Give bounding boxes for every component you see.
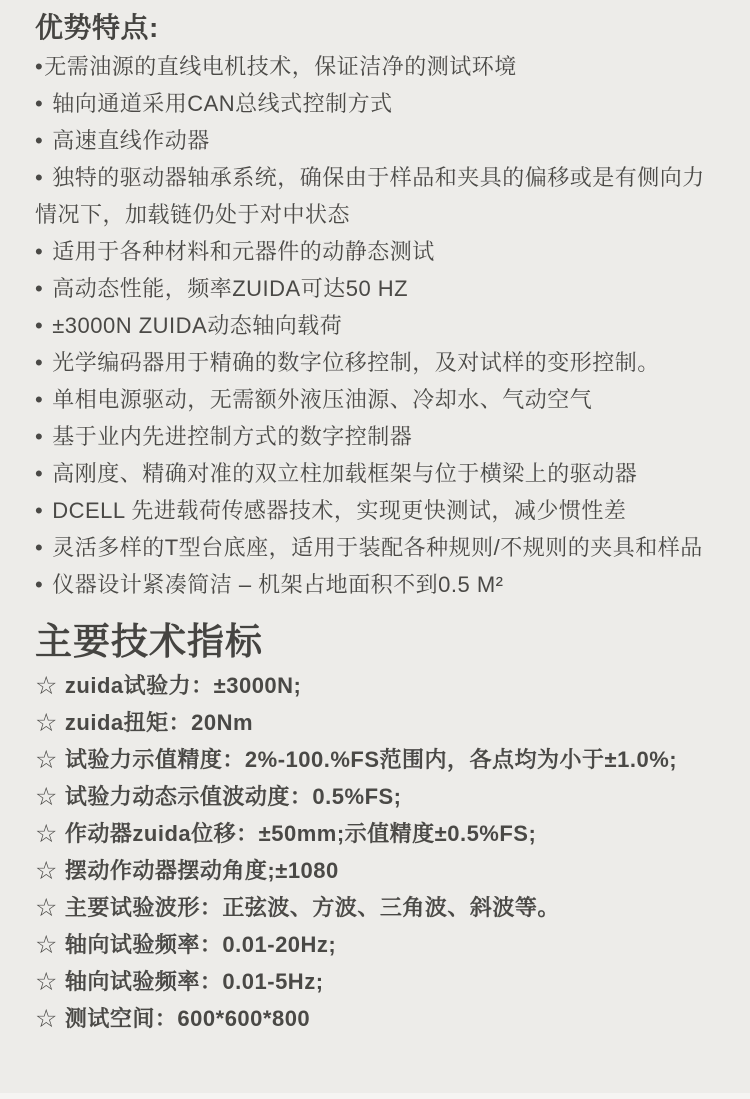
spec-item [35, 667, 720, 704]
dot-bullet-icon: • [35, 128, 44, 153]
dot-bullet-icon: • [35, 239, 44, 264]
spec-item [35, 1000, 720, 1037]
spec-text: 测试空间：600*600*800 [64, 1006, 311, 1031]
star-bullet-icon: ☆ [35, 672, 58, 700]
dot-bullet-icon: • [35, 498, 44, 523]
spec-text: 作动器zuida位移：±50mm;示值精度±0.5%FS; [64, 821, 537, 846]
feature-item [35, 381, 720, 418]
feature-text: 无需油源的直线电机技术，保证洁净的测试环境 [44, 54, 517, 79]
spec-item [35, 889, 720, 926]
bottom-strip [0, 1093, 750, 1099]
feature-item [35, 307, 720, 344]
dot-bullet-icon: • [35, 276, 44, 301]
feature-text: 独特的驱动器轴承系统，确保由于样品和夹具的偏移或是有侧向力情况下，加载链仍处于对中状态 [35, 165, 705, 227]
feature-item [35, 159, 720, 233]
spec-text: 主要试验波形：正弦波、方波、三角波、斜波等。 [64, 895, 560, 920]
feature-text: ±3000N ZUIDA动态轴向载荷 [52, 313, 343, 338]
feature-item [35, 122, 720, 159]
spec-text: zuida试验力：±3000N; [64, 673, 302, 698]
feature-item [35, 492, 720, 529]
feature-item [35, 418, 720, 455]
feature-item [35, 344, 720, 381]
dot-bullet-icon: • [35, 461, 44, 486]
feature-item [35, 270, 720, 307]
feature-item [35, 48, 720, 85]
dot-bullet-icon: • [35, 350, 44, 375]
feature-text: 光学编码器用于精确的数字位移控制，及对试样的变形控制。 [52, 350, 660, 375]
dot-bullet-icon: • [35, 54, 44, 79]
specs-heading: 主要技术指标 [35, 621, 263, 662]
star-bullet-icon: ☆ [35, 894, 58, 922]
spec-item [35, 741, 720, 778]
features-heading: 优势特点: [35, 12, 159, 43]
star-bullet-icon: ☆ [35, 820, 58, 848]
dot-bullet-icon: • [35, 572, 44, 597]
feature-text: 高速直线作动器 [52, 128, 210, 153]
spec-text: 试验力示值精度：2%-100.%FS范围内，各点均为小于±1.0%; [64, 747, 678, 772]
feature-item [35, 529, 720, 566]
star-bullet-icon: ☆ [35, 1005, 58, 1033]
feature-text: 轴向通道采用CAN总线式控制方式 [52, 91, 393, 116]
spec-text: 轴向试验频率：0.01-5Hz; [64, 969, 324, 994]
dot-bullet-icon: • [35, 165, 44, 190]
dot-bullet-icon: • [35, 313, 44, 338]
feature-text: 灵活多样的T型台底座，适用于装配各种规则/不规则的夹具和样品 [52, 535, 703, 560]
feature-item [35, 85, 720, 122]
spec-item [35, 704, 720, 741]
feature-text: 高动态性能，频率ZUIDA可达50 HZ [52, 276, 409, 301]
feature-text: 仪器设计紧凑简洁 – 机架占地面积不到0.5 M² [52, 572, 504, 597]
spec-text: 试验力动态示值波动度：0.5%FS; [64, 784, 402, 809]
star-bullet-icon: ☆ [35, 709, 58, 737]
spec-item [35, 778, 720, 815]
star-bullet-icon: ☆ [35, 746, 58, 774]
features-list [35, 48, 720, 603]
spec-item [35, 815, 720, 852]
dot-bullet-icon: • [35, 91, 44, 116]
spec-text: 轴向试验频率：0.01-20Hz; [64, 932, 337, 957]
feature-text: 单相电源驱动，无需额外液压油源、冷却水、气动空气 [52, 387, 593, 412]
feature-text: 适用于各种材料和元器件的动静态测试 [52, 239, 435, 264]
spec-text: 摆动作动器摆动角度;±1080 [64, 858, 339, 883]
feature-item [35, 566, 720, 603]
feature-item [35, 455, 720, 492]
feature-text: 高刚度、精确对准的双立柱加载框架与位于横梁上的驱动器 [52, 461, 638, 486]
feature-item [35, 233, 720, 270]
specs-list [35, 667, 720, 1037]
feature-text: 基于业内先进控制方式的数字控制器 [52, 424, 413, 449]
feature-text: DCELL 先进载荷传感器技术，实现更快测试，减少惯性差 [52, 498, 627, 523]
dot-bullet-icon: • [35, 424, 44, 449]
spec-item [35, 852, 720, 889]
star-bullet-icon: ☆ [35, 857, 58, 885]
star-bullet-icon: ☆ [35, 968, 58, 996]
star-bullet-icon: ☆ [35, 783, 58, 811]
spec-item [35, 926, 720, 963]
dot-bullet-icon: • [35, 535, 44, 560]
spec-text: zuida扭矩：20Nm [64, 710, 254, 735]
spec-item [35, 963, 720, 1000]
star-bullet-icon: ☆ [35, 931, 58, 959]
dot-bullet-icon: • [35, 387, 44, 412]
